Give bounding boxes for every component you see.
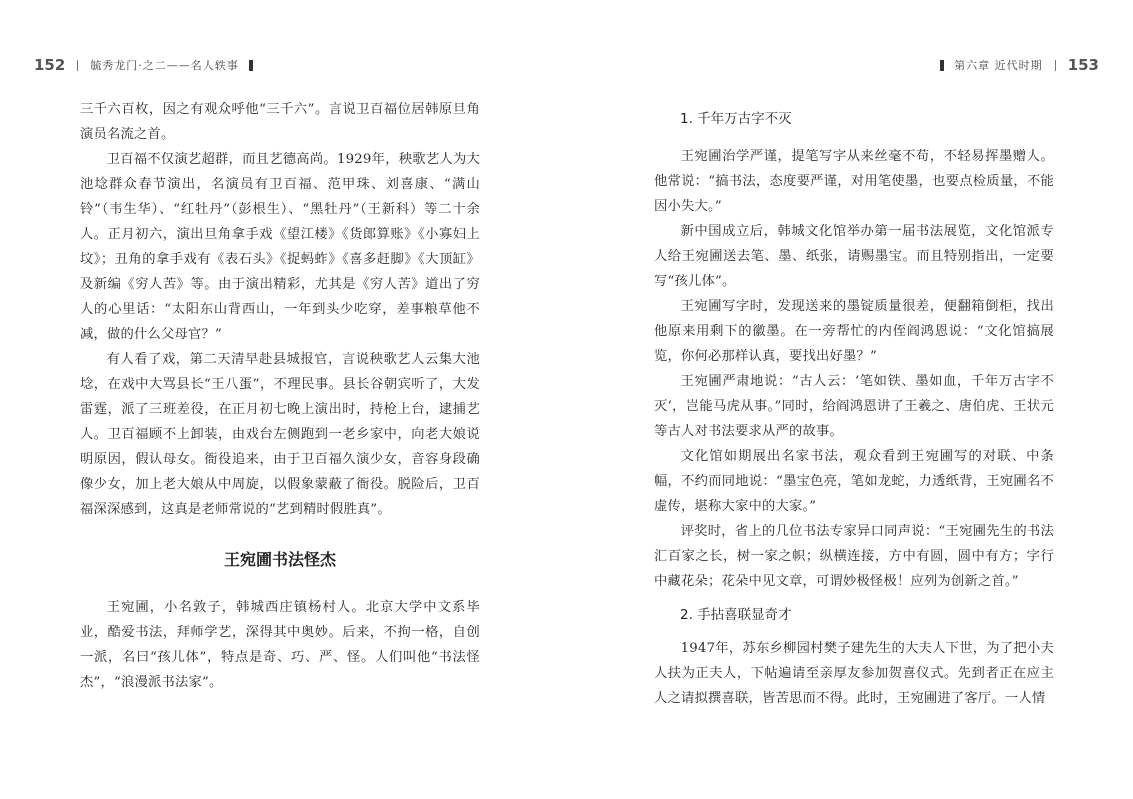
- body-paragraph: 王宛圃治学严谨，提笔写字从来丝毫不苟，不轻易挥墨赠人。他常说：“搞书法，态度要严谨，对用笔使墨，也要点检质量，不能因小失大。”: [654, 149, 1054, 214]
- left-page-number: 152: [34, 56, 66, 74]
- header-mark-icon: [249, 60, 253, 71]
- header-mark-icon: [940, 60, 944, 71]
- left-header-title: 毓秀龙门·之二——名人轶事: [90, 59, 239, 72]
- body-paragraph: 王宛圃写字时，发现送来的墨锭质量很差，便翻箱倒柜，找出他原来用剩下的徽墨。在一旁帮忙的内侄阎鸿恩说：“文化馆搞展览，你何必那样认真，要找出好墨？”: [654, 299, 1054, 364]
- body-paragraph: 卫百福不仅演艺超群，而且艺德高尚。1929年，秧歌艺人为大池埝群众春节演出，名演员有卫百福、范甲珠、刘喜康、“满山铃”（韦生华）、“红牡丹”（彭根生）、“黑牡丹”（王新科）等二十余人。正月初六，演出旦角拿手戏《望江楼》《货郎算账》《小寡妇上坟》；丑角的拿手戏有《表石头》《捉蚂蚱》《喜多赶脚》《大顶缸》及新编《穷人苦》等。由于演出精彩，尤其是《穷人苦》道出了穷人的心里话：“太阳东山背西山，一年到头少吃穿，差事粮草他不减，做的什么父母官？”: [80, 152, 480, 342]
- left-page-body: [80, 97, 480, 695]
- right-page-header: [930, 54, 1099, 76]
- subsection-title: 1. 千年万古字不灭: [680, 111, 792, 127]
- body-paragraph: 新中国成立后，韩城文化馆举办第一届书法展览，文化馆派专人给王宛圃送去笔、墨、纸张，请赐墨宝。而且特别指出，一定要写“孩儿体”。: [654, 224, 1054, 289]
- subsection-title: 2. 手拈喜联显奇才: [680, 607, 792, 623]
- body-paragraph: 评奖时，省上的几位书法专家异口同声说：“王宛圃先生的书法汇百家之长，树一家之帜；纵横连接，方中有圆，圆中有方；字行中藏花朵；花朵中见文章，可谓妙极怪极！应列为创新之首。”: [654, 524, 1054, 589]
- header-separator: [1055, 60, 1056, 71]
- right-header-title: 第六章 近代时期: [954, 59, 1043, 72]
- right-page-number: 153: [1067, 56, 1099, 74]
- body-paragraph: 三千六百枚，因之有观众呼他“三千六”。言说卫百福位居韩原旦角演员名流之首。: [80, 102, 480, 142]
- left-page-header: [34, 54, 263, 76]
- body-paragraph: 王宛圃严肃地说：“古人云：‘笔如铁、墨如血，千年万古字不灭’，岂能马虎从事。”同时，给阎鸿恩讲了王羲之、唐伯虎、王状元等古人对书法要求从严的故事。: [654, 374, 1054, 439]
- section-title: 王宛圃书法怪杰: [223, 550, 336, 569]
- body-paragraph: 文化馆如期展出名家书法，观众看到王宛圃写的对联、中条幅，不约而同地说：“墨宝色亮，笔如龙蛇，力透纸背，王宛圃名不虚传，堪称大家中的大家。”: [654, 449, 1054, 514]
- body-paragraph: 有人看了戏，第二天清早赴县城报官，言说秧歌艺人云集大池埝，在戏中大骂县长“王八蛋”，不理民事。县长谷朝宾听了，大发雷霆，派了三班差役，在正月初七晚上演出时，持枪上台，逮捕艺人。卫百福顾不上卸装，由戏台左侧跑到一老乡家中，向老大娘说明原因，假认母女。衙役追来，由于卫百福久演少女，音容身段确像少女，加上老大娘从中周旋，以假象蒙蔽了衙役。脱险后，卫百福深深感到，这真是老师常说的“艺到精时假胜真”。: [80, 352, 480, 517]
- body-paragraph: 王宛圃，小名敦子，韩城西庄镇杨村人。北京大学中文系毕业，酷爱书法，拜师学艺，深得其中奥妙。后来，不拘一格，自创一派，名曰“孩儿体”，特点是奇、巧、严、怪。人们叫他“书法怪杰”，“浪漫派书法家”。: [80, 600, 480, 690]
- right-page-body: [654, 97, 1054, 711]
- body-paragraph: 1947年，苏东乡柳园村樊子建先生的大夫人下世，为了把小夫人扶为正夫人，下帖遍请至亲厚友参加贺喜仪式。先到者正在应主人之请拟撰喜联，皆苦思而不得。此时，王宛圃进了客厅。一人情: [654, 641, 1054, 706]
- header-separator: [77, 60, 78, 71]
